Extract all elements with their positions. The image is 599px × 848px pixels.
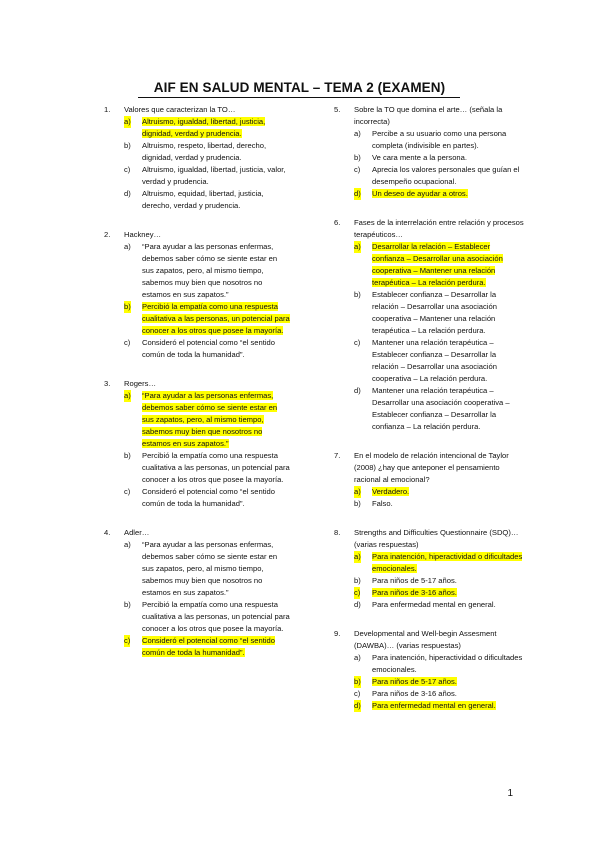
question-text: Rogers… [124,379,157,388]
option-letter: d) [354,600,361,609]
question-text: Sobre la TO que domina el arte… (señala la incorrecta) [354,105,503,126]
option-letter: c) [354,165,361,174]
question-stem [104,527,290,539]
question-text: Valores que caracterizan la TO… [124,105,236,114]
answer-option [334,599,524,611]
question-number: 3. [104,379,111,388]
option-text: Para enfermedad mental en general. [372,600,496,609]
answer-option-highlighted [334,551,524,575]
option-text: Para niños de 3-16 años. [372,588,457,597]
option-letter: a) [124,242,131,251]
right-column [334,104,524,729]
question-item [104,229,290,361]
option-letter: a) [354,653,361,662]
question-item [334,628,524,712]
left-column [104,104,290,676]
option-letter: c) [124,338,131,347]
option-text: Mantener una relación terapéutica – Desarrollar una asociación cooperativa – Establecer confianza – Desarrollar la confianza – La relación perdura. [372,386,510,431]
option-text: “Para ayudar a las personas enfermas, debemos saber cómo se siente estar en sus zapatos, pero, al mismo tiempo, sabemos muy bien que nosotros no estamos en sus zapatos.” [142,242,278,299]
option-letter: b) [354,677,361,686]
option-text: Percibió la empatía como una respuesta cualitativa a las personas, un potencial para conocer a los otros que posee la mayoría. [142,451,290,484]
answer-option-highlighted [104,301,290,337]
option-text: Para niños de 5-17 años. [372,677,457,686]
option-letter: a) [354,129,361,138]
answer-option-highlighted [104,390,290,450]
option-text: Consideró el potencial como “el sentido común de toda la humanidad”. [142,487,275,508]
option-text: Percibe a su usuario como una persona completa (indivisible en partes). [372,129,507,150]
question-stem [104,229,290,241]
answer-option-highlighted [334,486,524,498]
option-text: Para enfermedad mental en general. [372,701,496,710]
question-item [334,217,524,433]
option-text: Consideró el potencial como “el sentido común de toda la humanidad”. [142,636,275,657]
option-letter: b) [124,451,131,460]
answer-option [334,575,524,587]
question-number: 5. [334,105,341,114]
page-number: 1 [507,788,513,799]
option-text: Ve cara mente a la persona. [372,153,467,162]
option-letter: c) [354,588,361,597]
question-number: 6. [334,218,341,227]
answer-option [104,450,290,486]
question-number: 9. [334,629,341,638]
option-letter: d) [354,189,361,198]
question-text: En el modelo de relación intencional de Taylor (2008) ¿hay que anteponer el pensamiento racional al emocional? [354,451,509,484]
option-letter: c) [124,487,131,496]
answer-option [104,539,290,599]
option-text: Altruismo, respeto, libertad, derecho, dignidad, verdad y prudencia. [142,141,267,162]
answer-option [334,688,524,700]
option-letter: c) [124,165,131,174]
question-item [334,450,524,510]
answer-option-highlighted [334,188,524,200]
question-text: Strengths and Difficulties Questionnaire (SDQ)… (varias respuestas) [354,528,519,549]
answer-option [334,164,524,188]
option-letter: d) [354,386,361,395]
option-text: Falso. [372,499,393,508]
option-letter: a) [354,552,361,561]
question-number: 2. [104,230,111,239]
question-stem [334,217,524,241]
question-stem [334,450,524,486]
question-text: Fases de la interrelación entre relación y procesos terapéuticos… [354,218,524,239]
option-text: Verdadero. [372,487,410,496]
option-letter: b) [124,600,131,609]
option-letter: a) [124,540,131,549]
question-text: Adler… [124,528,150,537]
question-stem [334,628,524,652]
question-stem [334,527,524,551]
question-number: 7. [334,451,341,460]
question-number: 1. [104,105,111,114]
question-stem [334,104,524,128]
answer-option [334,128,524,152]
option-text: Desarrollar la relación – Establecer confianza – Desarrollar una asociación cooperativa – Mantener una relación terapéutica – La relación perdura. [372,242,503,287]
option-text: “Para ayudar a las personas enfermas, debemos saber cómo se siente estar en sus zapatos, pero, al mismo tiempo, sabemos muy bien que nosotros no estamos en sus zapatos.” [142,391,278,448]
option-letter: a) [354,242,361,251]
option-letter: b) [354,290,361,299]
question-item [104,378,290,510]
question-stem [104,104,290,116]
answer-option [104,486,290,510]
option-text: Aprecia los valores personales que guían el desempeño ocupacional. [372,165,520,186]
option-letter: b) [354,153,361,162]
option-letter: c) [124,636,131,645]
title-underline [138,97,460,98]
answer-option [334,652,524,676]
answer-option [334,337,524,385]
answer-option [334,152,524,164]
option-letter: d) [124,189,131,198]
answer-option [334,498,524,510]
answer-option [104,140,290,164]
option-letter: b) [354,576,361,585]
option-text: Altruismo, equidad, libertad, justicia, derecho, verdad y prudencia. [142,189,264,210]
option-text: Para inatención, hiperactividad o dificultades emocionales. [372,653,523,674]
question-text: Developmental and Well-begin Assesment (DAWBA)… (varias respuestas) [354,629,497,650]
option-text: Para inatención, hiperactividad o dificultades emocionales. [372,552,523,573]
option-letter: d) [354,701,361,710]
page-title: AIF EN SALUD MENTAL – TEMA 2 (EXAMEN) [153,80,446,95]
answer-option [104,188,290,212]
option-text: Mantener una relación terapéutica – Establecer confianza – Desarrollar la relación – Desarrollar una asociación cooperativa – La relación perdura. [372,338,497,383]
answer-option [104,337,290,361]
answer-option [104,599,290,635]
answer-option [334,289,524,337]
option-letter: c) [354,338,361,347]
option-text: Percibió la empatía como una respuesta cualitativa a las personas, un potencial para conocer a los otros que posee la mayoría. [142,600,290,633]
answer-option [104,164,290,188]
option-text: “Para ayudar a las personas enfermas, debemos saber cómo se siente estar en sus zapatos, pero, al mismo tiempo, sabemos muy bien que nosotros no estamos en sus zapatos.” [142,540,278,597]
option-letter: a) [124,391,131,400]
option-text: Consideró el potencial como “el sentido común de toda la humanidad”. [142,338,275,359]
option-letter: a) [124,117,131,126]
option-text: Establecer confianza – Desarrollar la relación – Desarrollar una asociación cooperativa – Mantener una relación terapéutica – La relación perdura. [372,290,497,335]
question-item [104,104,290,212]
answer-option-highlighted [334,700,524,712]
option-letter: b) [124,141,131,150]
option-letter: c) [354,689,361,698]
question-number: 8. [334,528,341,537]
option-text: Percibió la empatía como una respuesta cualitativa a las personas, un potencial para conocer a los otros que posee la mayoría. [142,302,290,335]
question-number: 4. [104,528,111,537]
option-letter: b) [124,302,131,311]
answer-option-highlighted [334,676,524,688]
question-item [334,527,524,611]
answer-option [104,241,290,301]
option-text: Para niños de 5-17 años. [372,576,457,585]
question-text: Hackney… [124,230,162,239]
question-stem [104,378,290,390]
question-item [334,104,524,200]
option-letter: a) [354,487,361,496]
option-text: Altruismo, igualdad, libertad, justicia, dignidad, verdad y prudencia. [142,117,266,138]
option-text: Altruismo, igualdad, libertad, justicia, valor, verdad y prudencia. [142,165,286,186]
question-item [104,527,290,659]
answer-option-highlighted [334,587,524,599]
answer-option-highlighted [104,635,290,659]
option-text: Un deseo de ayudar a otros. [372,189,468,198]
option-text: Para niños de 3-16 años. [372,689,457,698]
option-letter: b) [354,499,361,508]
answer-option-highlighted [104,116,290,140]
answer-option-highlighted [334,241,524,289]
answer-option [334,385,524,433]
